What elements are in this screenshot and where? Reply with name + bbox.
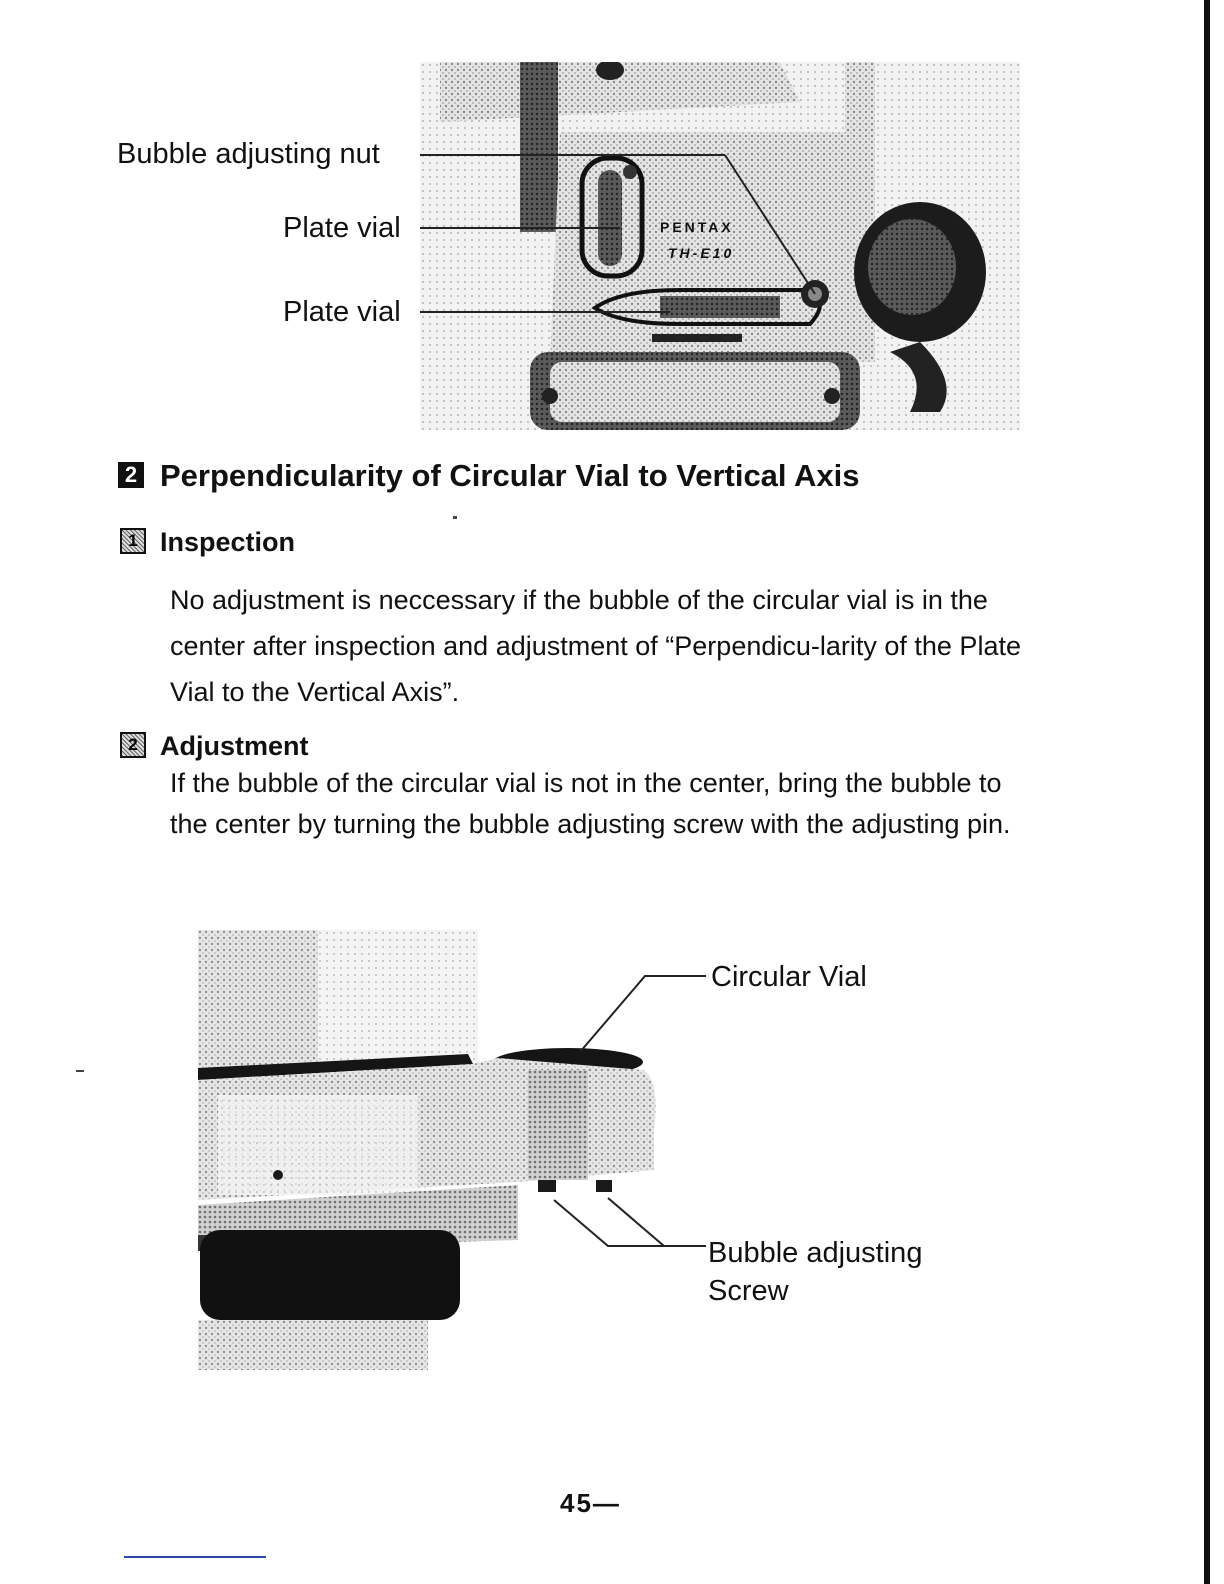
adjustment-body: If the bubble of the circular vial is not in the center, bring the bubble to the center by turning the bubble adjusting screw with the adjusting pin.: [170, 768, 1011, 839]
model-label: TH-E10: [668, 245, 735, 261]
callout-bubble-adjusting-screw-line2: Screw: [708, 1275, 789, 1307]
footer-rule: [124, 1556, 266, 1558]
inspection-heading: [120, 527, 295, 558]
adjustment-number-badge: 2: [120, 732, 146, 758]
brand-label: PENTAX: [660, 219, 734, 235]
plate-vial-photo: [420, 62, 1020, 430]
inspection-number-badge: 1: [120, 528, 146, 554]
page-edge-rule: [1204, 0, 1210, 1584]
section-number-badge: 2: [118, 462, 144, 488]
inspection-title: Inspection: [160, 527, 296, 557]
page-number: 45—: [560, 1488, 621, 1518]
adjustment-title: Adjustment: [160, 731, 309, 761]
callout-bubble-adjusting-nut: Bubble adjusting nut: [117, 138, 380, 170]
section-heading: [118, 458, 859, 494]
margin-mark: [76, 1070, 84, 1072]
inspection-body: No adjustment is neccessary if the bubble of the circular vial is in the center after inspection and adjustment of “Perpendicu-larity of the Plate Vial to the Vertical Axis”.: [170, 585, 1021, 707]
speck-mark: [453, 516, 457, 519]
callout-plate-vial-horizontal: Plate vial: [283, 296, 401, 328]
callout-bubble-adjusting-screw-line1: Bubble adjusting: [708, 1237, 923, 1269]
adjustment-heading: [120, 731, 309, 762]
callout-plate-vial-vertical: Plate vial: [283, 212, 401, 244]
section-title: Perpendicularity of Circular Vial to Vertical Axis: [160, 458, 860, 493]
bottom-leader-lines: [540, 960, 720, 1260]
callout-circular-vial: Circular Vial: [711, 961, 867, 993]
